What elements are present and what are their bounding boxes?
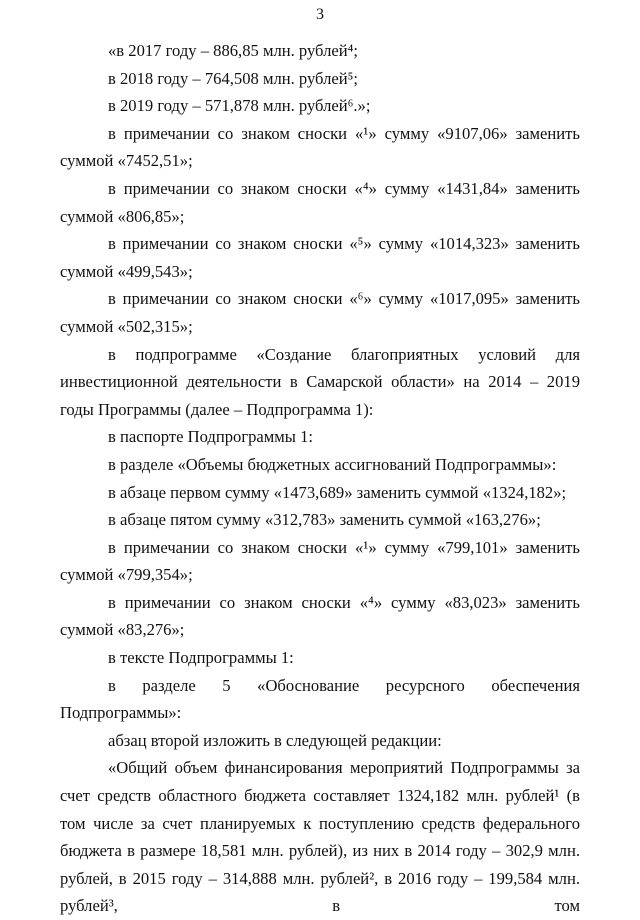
document-body <box>60 37 580 920</box>
paragraph-first-abzac: в абзаце первом сумму «1473,689» заменить суммой «1324,182»; <box>108 482 567 502</box>
paragraph-note-5: в примечании со знаком сноски «⁵» сумму «1014,323» заменить суммой «499,543»; <box>60 234 580 281</box>
paragraph-passport: в паспорте Подпрограммы 1: <box>108 427 314 447</box>
page-number: 3 <box>316 6 324 23</box>
paragraph-text-subprogram: в тексте Подпрограммы 1: <box>108 648 294 668</box>
paragraph-2019: в 2019 году – 571,878 млн. рублей⁶.»; <box>108 96 371 116</box>
paragraph-fifth-abzac: в абзаце пятом сумму «312,783» заменить суммой «163,276»; <box>108 510 541 530</box>
paragraph-note-4: в примечании со знаком сноски «⁴» сумму «1431,84» заменить суммой «806,85»; <box>60 178 580 226</box>
paragraph-2018: в 2018 году – 764,508 млн. рублей⁵; <box>108 68 359 88</box>
paragraph-sub-note-4: в примечании со знаком сноски «⁴» сумму «83,023» заменить суммой «83,276»; <box>60 592 580 640</box>
paragraph-note-6: в примечании со знаком сноски «⁶» сумму «1017,095» заменить суммой «502,315»; <box>60 289 580 336</box>
paragraph-total-volume: «Общий объем финансирования мероприятий Подпрограммы за счет средств областного бюджета составляет 1324,182 млн. рублей¹ (в том числе за счет планируемых к поступлению средств федерального бюджета в размере 18,581 млн. рублей), из них в 2014 году – 302,9 млн. рублей, в 2015 году – 314,888 млн. рублей², в 2016 году – 199,584 млн. рублей³, в том <box>60 758 580 916</box>
paragraph-note-1: в примечании со знаком сноски «¹» сумму «9107,06» заменить суммой «7452,51»; <box>60 123 580 171</box>
paragraph-section-volumes: в разделе «Объемы бюджетных ассигнований Подпрограммы»: <box>108 454 557 474</box>
paragraph-2017: «в 2017 году – 886,85 млн. рублей⁴; <box>108 41 359 60</box>
paragraph-subprogram-1: в подпрограмме «Создание благоприятных условий для инвестиционной деятельности в Самарской области» на 2014 – 2019 годы Программы (далее – Подпрограмма 1): <box>60 344 580 419</box>
paragraph-section-5: в разделе 5 «Обоснование ресурсного обеспечения Подпрограммы»: <box>60 675 580 723</box>
paragraph-second-abzac: абзац второй изложить в следующей редакции: <box>108 730 442 750</box>
paragraph-sub-note-1: в примечании со знаком сноски «¹» сумму «799,101» заменить суммой «799,354»; <box>60 537 580 585</box>
